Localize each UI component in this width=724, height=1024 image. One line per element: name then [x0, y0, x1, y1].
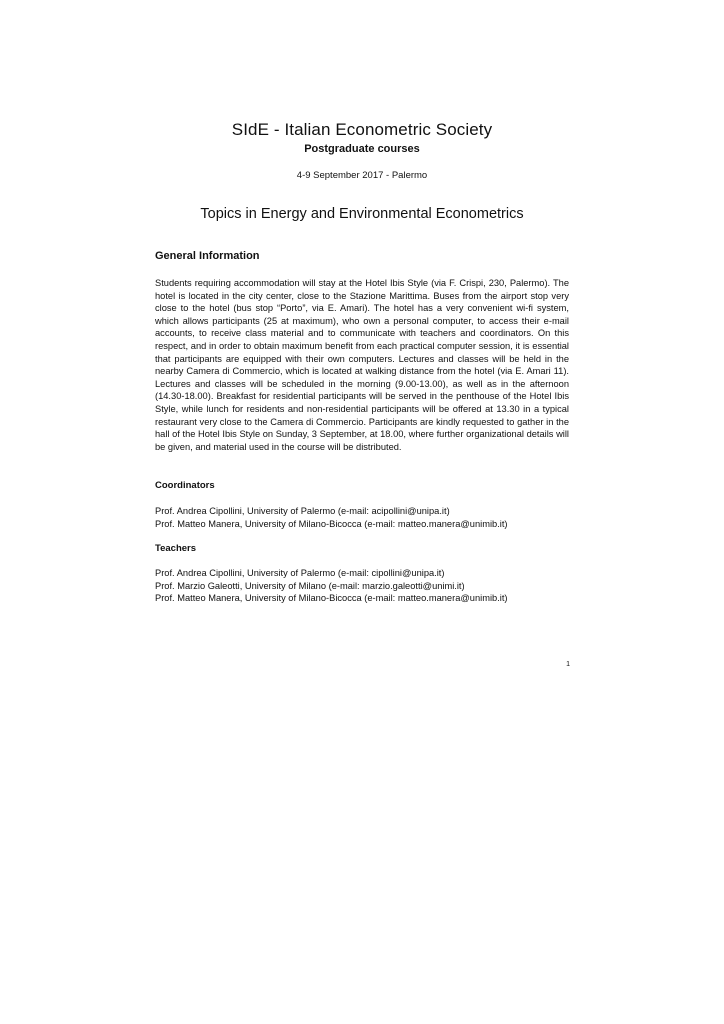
course-title: Topics in Energy and Environmental Econometrics: [200, 206, 524, 222]
teacher-entry: Prof. Marzio Galeotti, University of Milano (e-mail: marzio.galeotti@unimi.it): [155, 580, 465, 591]
teachers-heading: Teachers: [155, 543, 197, 554]
coordinators-list: [155, 505, 508, 530]
date-location: 4-9 September 2017 - Palermo: [296, 170, 428, 181]
coordinator-entry: Prof. Matteo Manera, University of Milano-Bicocca (e-mail: matteo.manera@unimib.it): [155, 518, 508, 529]
teachers-list: [155, 567, 508, 605]
page-number: 1: [566, 661, 570, 668]
coordinators-heading: Coordinators: [155, 480, 215, 491]
teacher-entry: Prof. Andrea Cipollini, University of Palermo (e-mail: cipollini@unipa.it): [155, 568, 445, 578]
courses-subtitle: Postgraduate courses: [304, 143, 420, 155]
coordinator-entry: Prof. Andrea Cipollini, University of Palermo (e-mail: acipollini@unipa.it): [155, 506, 450, 516]
society-title: SIdE - Italian Econometric Society: [231, 120, 493, 139]
general-info-paragraph: Students requiring accommodation will stay at the Hotel Ibis Style (via F. Crispi, 230, Palermo). The hotel is located in the city center, close to the Stazione Marittima. Buses from the airport stop very close to the hotel (bus stop “Porto”, via E. Amari). The hotel has a very convenient wi-fi system, which allows participants (25 at maximum), who own a personal computer, to access their e-mail accounts, to receive class material and to communicate with teachers and coordinators. On this respect, and in order to obtain maximum benefit from each practical computer session, it is essential that participants are equipped with their own computers. Lectures and classes will be held in the nearby Camera di Commercio, which is located at walking distance from the hotel (via E. Amari 11). Lectures and classes will be scheduled in the morning (9.00-13.00), as well as in the afternoon (14.30-18.00). Breakfast for residential participants will be served in the penthouse of the Hotel Ibis Style, while lunch for residents and non-residential participants will be offered at 13.30 in a typical restaurant very close to the Camera di Commercio. Participants are kindly requested to gather in the hall of the Hotel Ibis Style on Sunday, 3 September, at 18.00, where further organizational details will be given, and material used in the course will be distributed.: [155, 278, 569, 452]
teacher-entry: Prof. Matteo Manera, University of Milano-Bicocca (e-mail: matteo.manera@unimib.it): [155, 593, 508, 604]
general-info-heading: General Information: [155, 250, 260, 262]
